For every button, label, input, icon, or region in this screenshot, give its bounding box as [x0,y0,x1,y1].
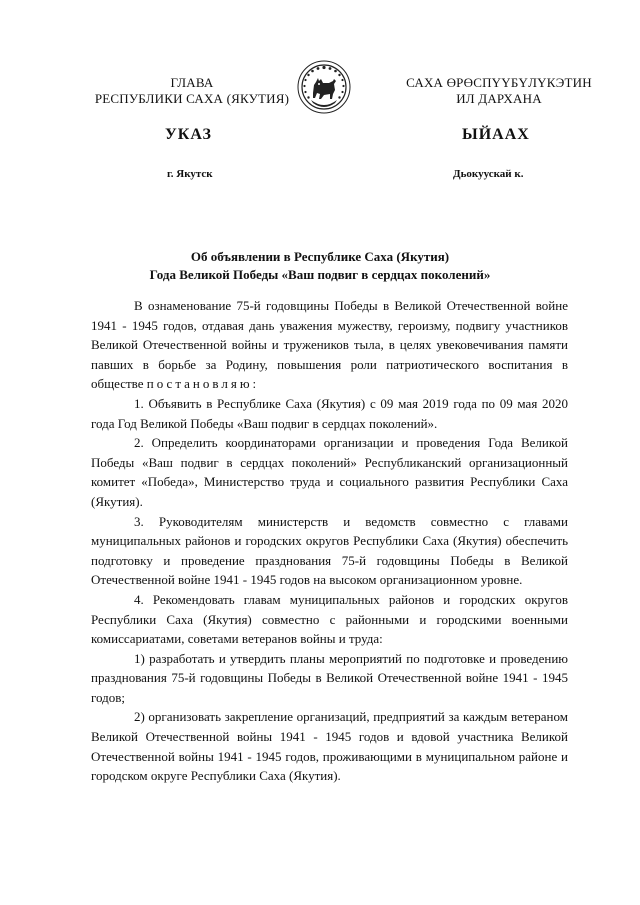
coat-of-arms-emblem [297,60,351,114]
header-left-line2: РЕСПУБЛИКИ САХА (ЯКУТИЯ) [94,91,290,106]
item-1: 1. Объявить в Республике Саха (Якутия) с 09 мая 2019 года по 09 мая 2020 года Год Великой Победы «Ваш подвиг в сердцах поколений». [91,395,568,431]
ukaz-title: УКАЗ [165,126,212,143]
item-4: 4. Рекомендовать главам муниципальных районов и городских округов Республики Саха (Якутия) совместно с районными и городскими военными комиссариатами, советами ветеранов войны и труда: [91,591,568,647]
city-yakutsk: г. Якутск [167,168,213,180]
header-left-block [77,75,307,107]
decree-body [91,296,568,786]
item-4-subitem-2: 2) организовать закрепление организаций, предприятий за каждым ветераном Великой Отечественной войны 1941 - 1945 годов и вдовой участника Великой Отечественной войны 1941 - 1945 годов, проживающими в муниципальном районе и городском округе Республики Саха (Якутия). [91,709,568,784]
header-right-block [384,75,614,107]
city-dyokuuskai: Дьокуускай к. [453,168,524,180]
item-3: 3. Руководителям министерств и ведомств совместно с главами муниципальных районов и городских округов Республики Саха (Якутия) обеспечить подготовку и проведение празднования 75-й годовщины Победы в Великой Отечественной войне 1941 - 1945 годов на высоком организационном уровне. [91,513,568,588]
decree-title [80,248,560,284]
header-right-line1: САХА ӨРӨСПҮҮБҮЛҮКЭТИН [406,75,592,90]
header-right-line2: ИЛ ДАРХАНА [456,91,542,106]
intro-text: В ознаменование 75-й годовщины Победы в Великой Отечественной войне 1941 - 1945 годов, отдавая дань уважения мужеству, героизму, подвигу участников Великой Отечественной войны и тружеников тыла, в целях увековечивания памяти павших в борьбе за Родину, повышения роли патриотического воспитания в обществе [91,298,568,392]
intro-paragraph [91,296,568,394]
item-4-subitem-1: 1) разработать и утвердить планы мероприятий по подготовке и проведению празднования 75-й годовщины Победы в Великой Отечественной войне 1941 - 1945 годов; [91,650,568,705]
decree-title-line2: Года Великой Победы «Ваш подвиг в сердцах поколений» [149,267,491,282]
header-left-line1: ГЛАВА [170,75,214,90]
item-2: 2. Определить координаторами организации и проведения Года Великой Победы «Ваш подвиг в сердцах поколений» Республиканский организационный комитет «Победа», Министерство труда и социального развития Республики Саха (Якутия). [91,435,568,509]
decree-title-line1: Об объявлении в Республике Саха (Якутия) [190,249,450,264]
resolve-word: постановляю: [146,376,260,392]
yiyaax-title: ЫЙААХ [462,126,530,143]
